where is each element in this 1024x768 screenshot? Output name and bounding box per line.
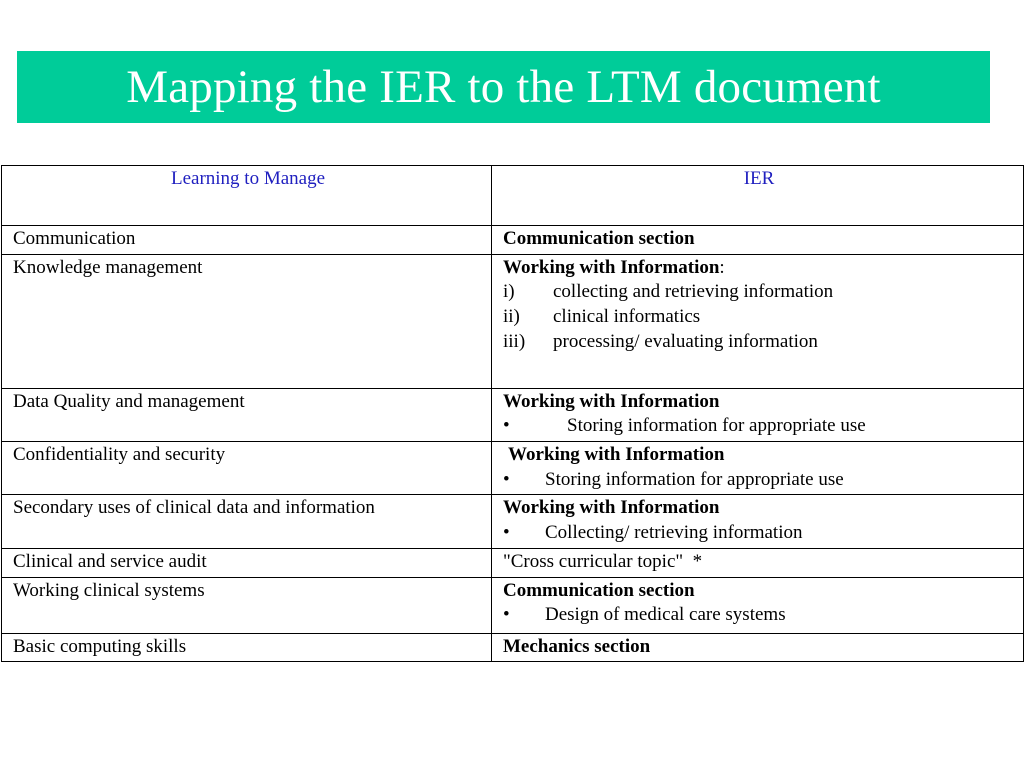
ltm-topic-cell: Knowledge management xyxy=(2,254,492,388)
bullet-icon: • xyxy=(503,415,510,437)
ltm-topic-cell: Clinical and service audit xyxy=(2,548,492,577)
table-row xyxy=(2,495,1024,548)
list-item xyxy=(503,468,1015,493)
ier-mapping-cell xyxy=(492,577,1024,633)
ier-mapping-text: "Cross curricular topic" * xyxy=(503,550,703,572)
list-item-text: Collecting/ retrieving information xyxy=(545,522,803,544)
bullet-icon: • xyxy=(503,468,510,490)
ier-mapping-cell xyxy=(492,254,1024,388)
bullet-list xyxy=(503,603,1015,628)
bullet-icon: • xyxy=(503,522,510,544)
bullet-list xyxy=(503,468,1015,493)
numbered-list xyxy=(503,280,1015,354)
ier-mapping-cell xyxy=(492,388,1024,441)
ier-section-heading: Working with Information xyxy=(503,497,720,519)
ier-section-heading: Communication section xyxy=(503,579,695,601)
ier-mapping-cell xyxy=(492,226,1024,255)
ier-mapping-cell xyxy=(492,442,1024,495)
list-item xyxy=(503,521,1015,546)
list-item xyxy=(503,603,1015,628)
list-item-text: Design of medical care systems xyxy=(545,604,786,626)
ier-mapping-cell xyxy=(492,633,1024,662)
heading-colon: : xyxy=(719,256,725,278)
list-item-text: Storing information for appropriate use xyxy=(567,415,866,437)
page-title: Mapping the IER to the LTM document xyxy=(126,61,881,113)
bullet-icon: • xyxy=(503,604,510,626)
table-row xyxy=(2,548,1024,577)
list-marker: ii) xyxy=(503,306,520,328)
ltm-topic-cell: Working clinical systems xyxy=(2,577,492,633)
table-header-row xyxy=(2,166,1024,226)
table-row xyxy=(2,577,1024,633)
bullet-list xyxy=(503,521,1015,546)
ltm-topic-cell: Confidentiality and security xyxy=(2,442,492,495)
ier-mapping-cell xyxy=(492,548,1024,577)
header-ier: IER xyxy=(492,166,1024,226)
table-row xyxy=(2,254,1024,388)
ier-section-heading: Communication section xyxy=(503,228,695,249)
mapping-table xyxy=(1,165,1024,662)
list-item-text: Storing information for appropriate use xyxy=(545,468,844,490)
ltm-topic-cell: Basic computing skills xyxy=(2,633,492,662)
bullet-list xyxy=(503,414,1015,439)
table-row xyxy=(2,442,1024,495)
ltm-topic-cell: Secondary uses of clinical data and information xyxy=(2,495,492,548)
list-item-text: collecting and retrieving information xyxy=(553,281,834,303)
list-item xyxy=(503,280,1015,305)
list-item xyxy=(503,305,1015,330)
ier-section-heading: Working with Information xyxy=(503,390,720,412)
list-marker: iii) xyxy=(503,330,526,352)
header-learning-to-manage: Learning to Manage xyxy=(2,166,492,226)
table-row xyxy=(2,226,1024,255)
ier-section-heading: Mechanics section xyxy=(503,635,651,657)
list-item xyxy=(503,414,1015,439)
table-row xyxy=(2,633,1024,662)
list-item-text: processing/ evaluating information xyxy=(553,330,818,352)
ltm-topic-cell: Data Quality and management xyxy=(2,388,492,441)
list-item xyxy=(503,330,1015,355)
ier-section-heading: Working with Information xyxy=(503,256,720,278)
list-item-text: clinical informatics xyxy=(553,306,701,328)
ier-mapping-cell xyxy=(492,495,1024,548)
ier-section-heading: Working with Information xyxy=(508,444,725,466)
ltm-topic-cell: Communication xyxy=(2,226,492,255)
title-banner xyxy=(17,51,990,123)
list-marker: i) xyxy=(503,281,515,303)
table-row xyxy=(2,388,1024,441)
